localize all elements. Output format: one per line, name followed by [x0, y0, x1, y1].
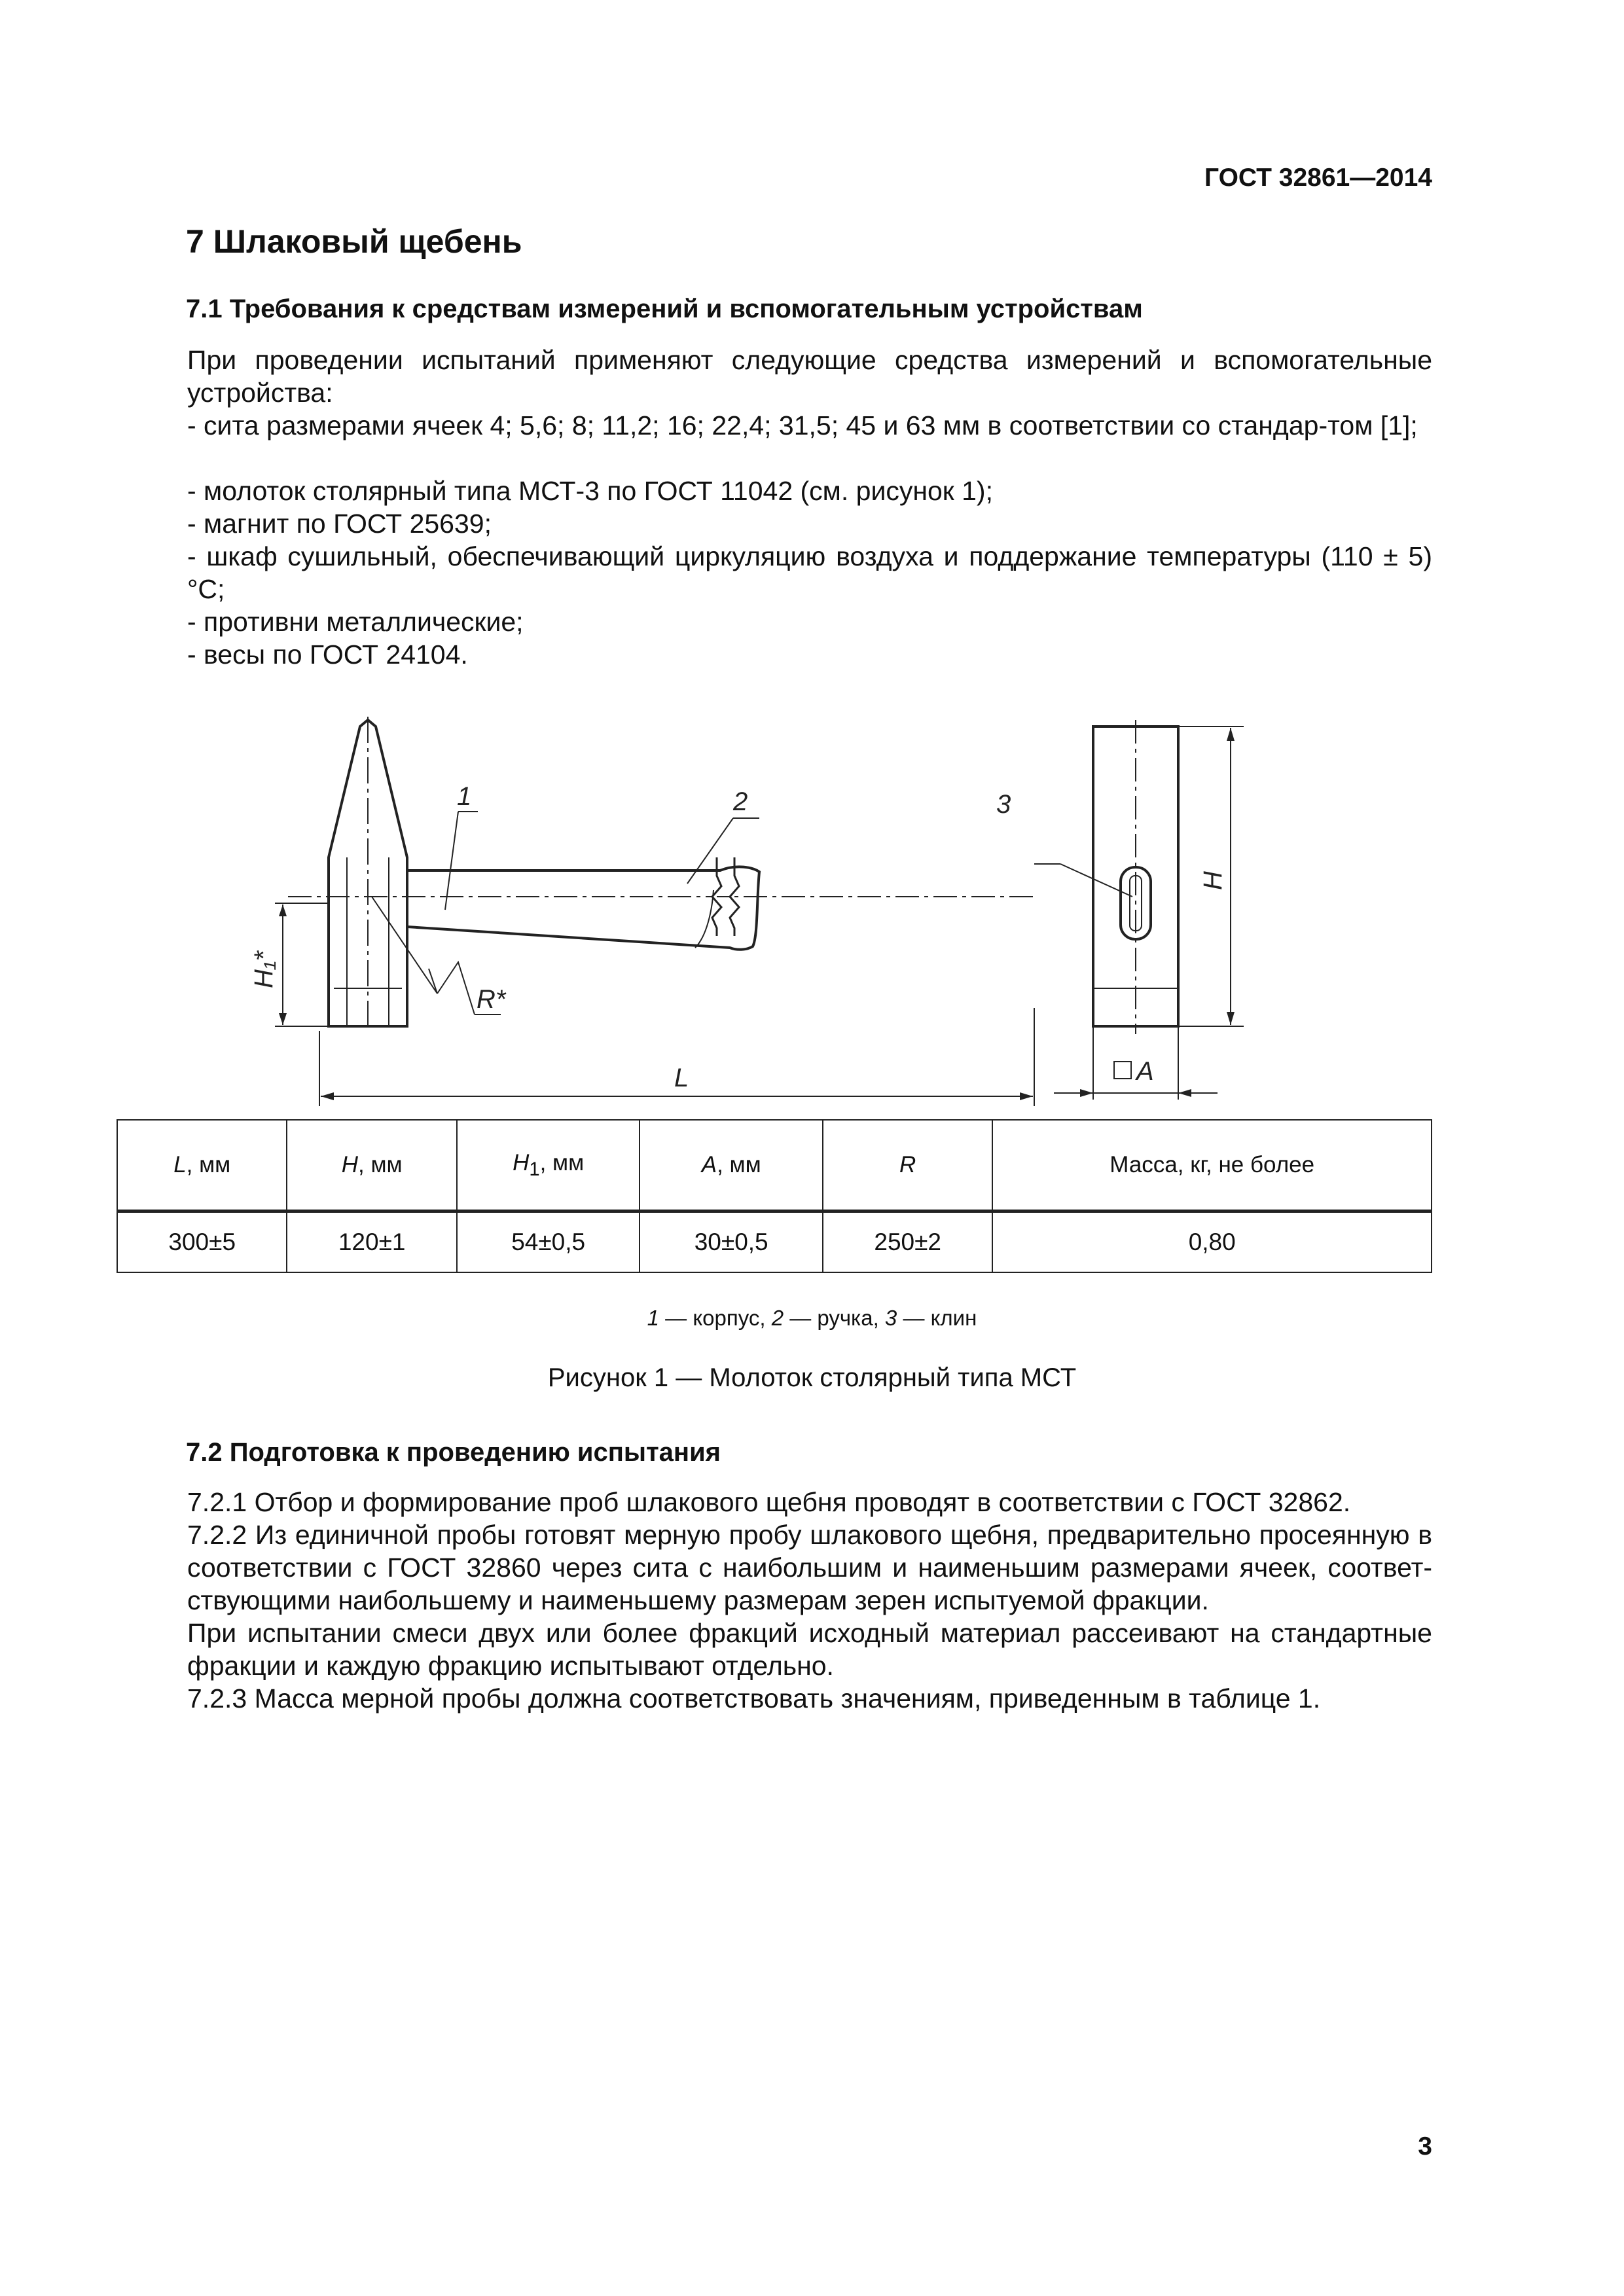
- header-H: H, мм: [287, 1120, 456, 1211]
- label-L: L: [674, 1064, 689, 1092]
- list-item: - молоток столярный типа МСТ-3 по ГОСТ 11042 (см. рисунок 1);: [187, 476, 993, 506]
- paragraph: 7.2.1 Отбор и формирование проб шлакового щебня проводят в соответствии с ГОСТ 32862.: [187, 1487, 1351, 1517]
- section-title: 7 Шлаковый щебень: [186, 223, 522, 260]
- header-R: R: [823, 1120, 992, 1211]
- label-body: 1: [457, 782, 472, 811]
- cell-H: 120±1: [287, 1211, 456, 1273]
- list-item: - магнит по ГОСТ 25639;: [187, 509, 492, 539]
- list-item: - весы по ГОСТ 24104.: [187, 639, 468, 670]
- list-item: - шкаф сушильный, обеспечивающий циркуляцию воздуха и поддержание температуры (110 ± 5) °С;: [187, 541, 1432, 604]
- header-A: A, мм: [640, 1120, 823, 1211]
- paragraph-intro: При проведении испытаний применяют следующие средства измерений и вспомогательные устройства:: [187, 345, 1432, 408]
- cell-L: 300±5: [117, 1211, 287, 1273]
- list-item: - сита размерами ячеек 4; 5,6; 8; 11,2; 16; 22,4; 31,5; 45 и 63 мм в соответствии со стандар-том [1];: [187, 410, 1418, 440]
- label-H1: H₁*: [249, 950, 278, 988]
- handle: [407, 867, 759, 949]
- header-L: L, мм: [117, 1120, 287, 1211]
- cell-H1: 54±0,5: [457, 1211, 640, 1273]
- figure-legend: 1 — корпус, 2 — ручка, 3 — клин: [647, 1306, 977, 1330]
- table-header-row: [117, 1120, 1432, 1211]
- list-item: - противни металлические;: [187, 607, 524, 637]
- document-code: ГОСТ 32861—2014: [1204, 164, 1432, 192]
- paragraph: 7.2.2 Из единичной пробы готовят мерную пробу шлакового щебня, предварительно просеянную в соответствии с ГОСТ 32860 через сита с наибольшим и наименьшим размерами ячеек, соответ-ствующими наибольшему и наименьшему размерам зерен испытуемой фракции.: [187, 1520, 1432, 1615]
- hammer-drawing: [249, 700, 1244, 1119]
- subsection-title-7-1: 7.1 Требования к средствам измерений и вспомогательным устройствам: [186, 295, 1143, 323]
- subsection-title-7-2: 7.2 Подготовка к проведению испытания: [186, 1438, 721, 1467]
- cell-A: 30±0,5: [640, 1211, 823, 1273]
- table-row: [117, 1211, 1432, 1273]
- page-number: 3: [1418, 2132, 1432, 2161]
- header-H1: $H_1$, мм: [457, 1120, 640, 1211]
- paragraph: 7.2.3 Масса мерной пробы должна соответствовать значениям, приведенным в таблице 1.: [187, 1683, 1321, 1713]
- hammer-dimensions-table: [117, 1119, 1432, 1273]
- label-R: R*: [477, 985, 506, 1014]
- header-mass: Масса, кг, не более: [992, 1120, 1432, 1211]
- label-handle: 2: [733, 787, 748, 816]
- figure-caption: Рисунок 1 — Молоток столярный типа МСТ: [547, 1363, 1077, 1392]
- label-wedge: 3: [996, 790, 1011, 819]
- cell-R: 250±2: [823, 1211, 992, 1273]
- label-A: A: [1136, 1057, 1154, 1086]
- label-H: H: [1199, 871, 1227, 890]
- cell-mass: 0,80: [992, 1211, 1432, 1273]
- paragraph: При испытании смеси двух или более фракций исходный материал рассеивают на стандартные фракции и каждую фракцию испытывают отдельно.: [187, 1618, 1432, 1681]
